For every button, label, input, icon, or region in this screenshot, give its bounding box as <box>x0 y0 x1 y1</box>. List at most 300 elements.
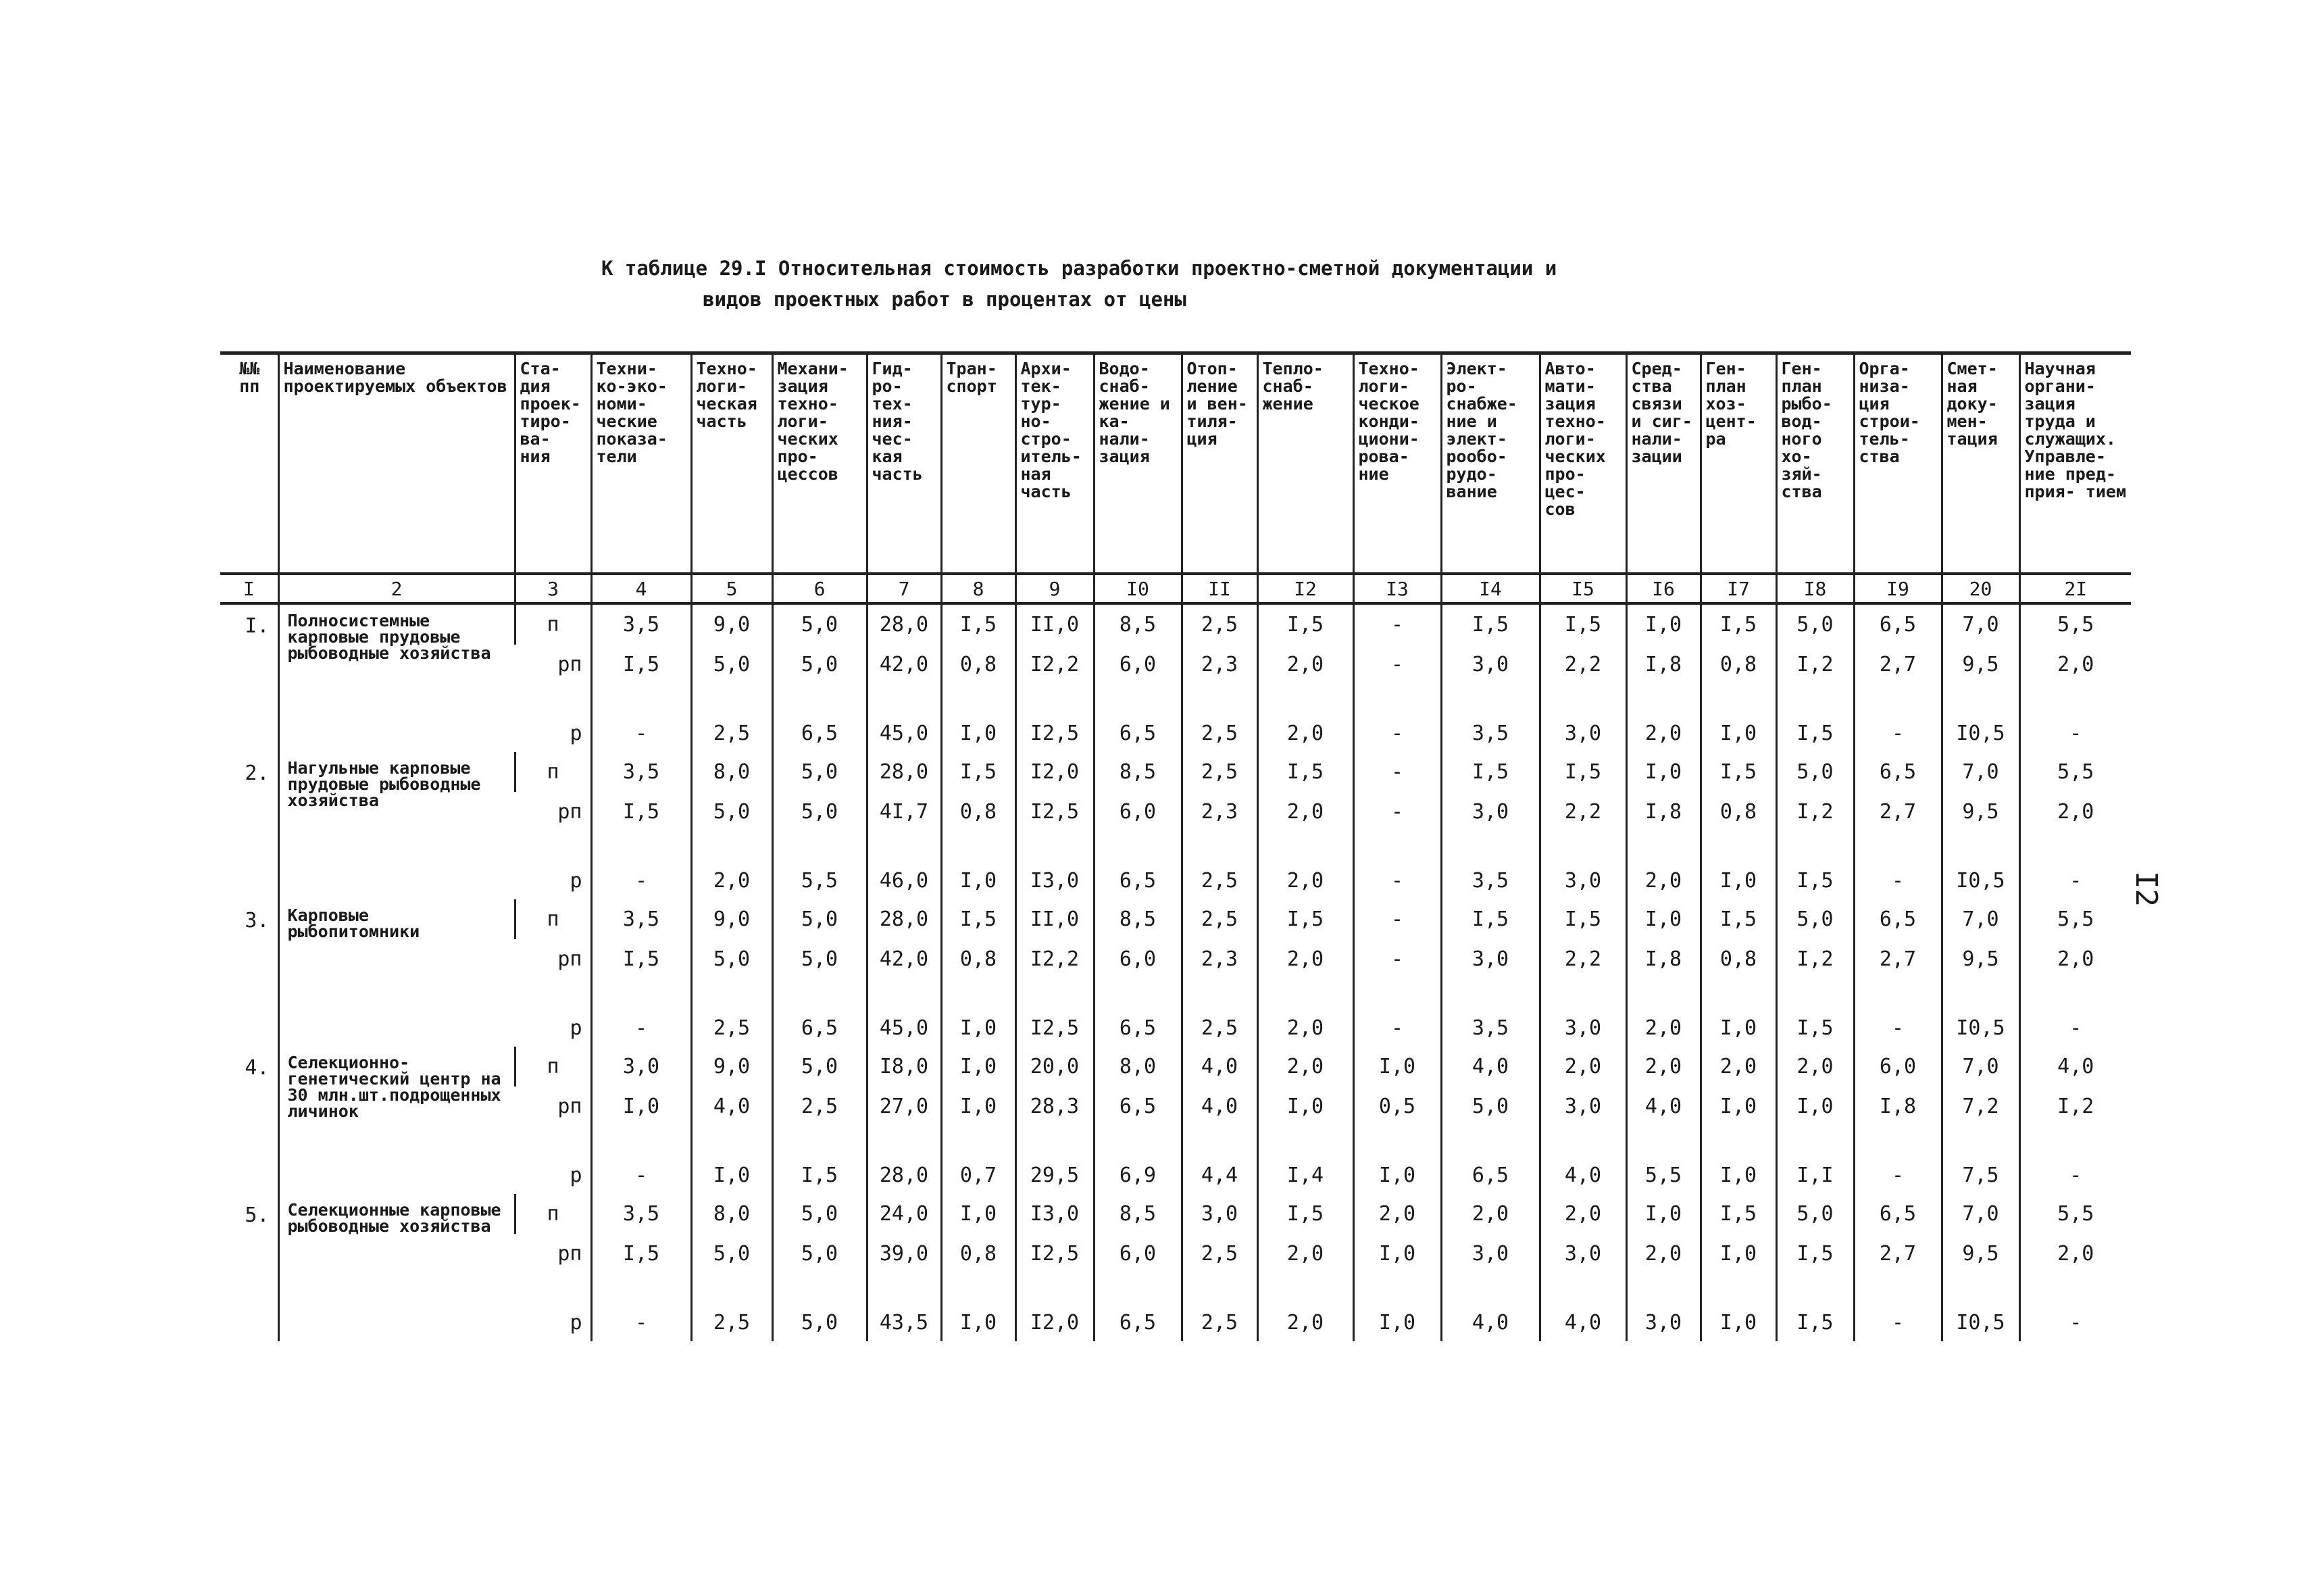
value-cell: I2,0 <box>1015 1274 1094 1341</box>
column-header: Орга- низа- ция строи- тель- ства <box>1854 353 1942 574</box>
value-cell: 7,0 <box>1942 1047 2019 1087</box>
value-cell: I,5 <box>591 645 691 684</box>
column-number: I2 <box>1257 574 1353 603</box>
value-cell: 5,5 <box>772 832 867 899</box>
value-cell: I,5 <box>1257 1194 1353 1234</box>
row-number: 2. <box>245 762 270 785</box>
value-cell: I2,5 <box>1015 792 1094 832</box>
value-cell: I,5 <box>1441 752 1540 792</box>
value-cell: - <box>1854 832 1942 899</box>
value-cell: 2,5 <box>1182 603 1257 645</box>
value-cell: 0,5 <box>1353 1087 1441 1126</box>
value-cell: I,5 <box>772 1126 867 1194</box>
column-header: Техно- логи- ческое конди- циони- рова- ние <box>1353 353 1441 574</box>
stage-cell: рп <box>557 653 582 676</box>
stage-cell: р <box>570 722 582 745</box>
value-cell: - <box>1854 1126 1942 1194</box>
stage-cell: рп <box>557 947 582 971</box>
column-number: 3 <box>515 574 591 603</box>
column-number: 7 <box>867 574 941 603</box>
value-cell: - <box>591 1274 691 1341</box>
value-cell: I,5 <box>1257 603 1353 645</box>
column-header: Авто- мати- зация техно- логи- ческих про- цес- сов <box>1540 353 1626 574</box>
value-cell: 2,2 <box>1540 645 1626 684</box>
value-cell: 3,5 <box>1441 684 1540 752</box>
value-cell: 5,5 <box>2019 603 2131 645</box>
value-cell: - <box>1854 1274 1942 1341</box>
value-cell: 5,0 <box>772 899 867 939</box>
value-cell: 2,0 <box>1626 979 1701 1047</box>
value-cell: 5,0 <box>1776 752 1854 792</box>
column-header: Тран- спорт <box>941 353 1015 574</box>
value-cell: 2,5 <box>691 979 772 1047</box>
value-cell: 5,0 <box>772 792 867 832</box>
value-cell: 5,0 <box>691 645 772 684</box>
column-header: Механи- зация техно- логи- ческих про- цессов <box>772 353 867 574</box>
value-cell: 2,0 <box>1540 1047 1626 1087</box>
value-cell: 2,5 <box>1182 979 1257 1047</box>
value-cell: - <box>2019 832 2131 899</box>
table-row <box>220 752 2131 792</box>
value-cell: 6,5 <box>1854 1194 1942 1234</box>
value-cell: I,0 <box>1776 1087 1854 1126</box>
value-cell: 5,0 <box>1776 603 1854 645</box>
value-cell: 2,5 <box>1182 752 1257 792</box>
value-cell: 42,0 <box>867 939 941 979</box>
value-cell: 7,5 <box>1942 1126 2019 1194</box>
value-cell: 2,7 <box>1854 645 1942 684</box>
value-cell: I,8 <box>1854 1087 1942 1126</box>
value-cell: I,2 <box>1776 939 1854 979</box>
value-cell: 2,7 <box>1854 939 1942 979</box>
value-cell: 8,5 <box>1094 899 1182 939</box>
value-cell: 2,5 <box>1182 899 1257 939</box>
value-cell: I,5 <box>941 899 1015 939</box>
value-cell: 6,0 <box>1094 1234 1182 1274</box>
value-cell: - <box>2019 1126 2131 1194</box>
value-cell: 2,0 <box>1257 939 1353 979</box>
column-number: I <box>220 574 278 603</box>
value-cell: 8,0 <box>1094 1047 1182 1087</box>
column-header: Научная органи- зация труда и служащих. Управле- ние пред- прия- тием <box>2019 353 2131 574</box>
value-cell: 5,0 <box>691 1234 772 1274</box>
value-cell: I2,2 <box>1015 645 1094 684</box>
stage-cell: рп <box>557 1242 582 1266</box>
value-cell: I,5 <box>941 752 1015 792</box>
value-cell: 9,5 <box>1942 1234 2019 1274</box>
column-header: №№ пп <box>220 353 278 574</box>
value-cell: I,0 <box>1701 1126 1776 1194</box>
value-cell: 6,0 <box>1854 1047 1942 1087</box>
value-cell: 0,8 <box>941 792 1015 832</box>
value-cell: I,0 <box>941 1047 1015 1087</box>
value-cell: I2,5 <box>1015 979 1094 1047</box>
page-number: I2 <box>2128 871 2163 907</box>
value-cell: 2,0 <box>1776 1047 1854 1087</box>
stage-cell: рп <box>557 1095 582 1118</box>
value-cell: 2,0 <box>1257 1047 1353 1087</box>
value-cell: 28,3 <box>1015 1087 1094 1126</box>
value-cell: 4,0 <box>2019 1047 2131 1087</box>
value-cell: 3,0 <box>1441 939 1540 979</box>
value-cell: 4,0 <box>1626 1087 1701 1126</box>
value-cell: 2,0 <box>1626 1234 1701 1274</box>
value-cell: 2,5 <box>1182 684 1257 752</box>
value-cell: 2,0 <box>1257 792 1353 832</box>
value-cell: 9,5 <box>1942 645 2019 684</box>
value-cell: 4,0 <box>1182 1047 1257 1087</box>
value-cell: 2,0 <box>2019 939 2131 979</box>
value-cell: 4,0 <box>1540 1126 1626 1194</box>
value-cell: 2,5 <box>1182 832 1257 899</box>
value-cell: I,2 <box>1776 645 1854 684</box>
value-cell: I,0 <box>1257 1087 1353 1126</box>
value-cell: I,8 <box>1626 792 1701 832</box>
value-cell: 2,5 <box>1182 1234 1257 1274</box>
column-number: 2I <box>2019 574 2131 603</box>
stage-cell: р <box>570 1311 582 1335</box>
value-cell: 5,5 <box>2019 899 2131 939</box>
value-cell: 6,0 <box>1094 645 1182 684</box>
value-cell: - <box>2019 684 2131 752</box>
value-cell: II,0 <box>1015 603 1094 645</box>
value-cell: I,5 <box>1257 899 1353 939</box>
header-row <box>220 353 2131 574</box>
value-cell: 2,3 <box>1182 792 1257 832</box>
table-caption <box>601 253 1557 315</box>
value-cell: 9,5 <box>1942 939 2019 979</box>
cost-table <box>220 351 2131 1341</box>
value-cell: I,5 <box>1441 603 1540 645</box>
value-cell: 3,0 <box>1441 1234 1540 1274</box>
value-cell: I,0 <box>941 979 1015 1047</box>
value-cell: 9,0 <box>691 1047 772 1087</box>
column-number: I5 <box>1540 574 1626 603</box>
value-cell: 6,0 <box>1094 939 1182 979</box>
stage-cell: р <box>570 869 582 893</box>
table-row <box>220 603 2131 645</box>
value-cell: I,5 <box>1701 752 1776 792</box>
value-cell: 28,0 <box>867 603 941 645</box>
value-cell: I0,5 <box>1942 979 2019 1047</box>
value-cell: 5,0 <box>1776 1194 1854 1234</box>
value-cell: I,0 <box>1701 1087 1776 1126</box>
value-cell: I,0 <box>1626 899 1701 939</box>
value-cell: 3,0 <box>1540 1087 1626 1126</box>
value-cell: 2,7 <box>1854 1234 1942 1274</box>
value-cell: 2,5 <box>1182 1274 1257 1341</box>
value-cell: 4,0 <box>1441 1274 1540 1341</box>
value-cell: 9,5 <box>1942 792 2019 832</box>
column-header: Архи- тек- тур- но- стро- итель- ная часть <box>1015 353 1094 574</box>
value-cell: 2,0 <box>1701 1047 1776 1087</box>
value-cell: I,0 <box>1701 1274 1776 1341</box>
value-cell: I8,0 <box>867 1047 941 1087</box>
value-cell: 45,0 <box>867 684 941 752</box>
value-cell: I,5 <box>1540 752 1626 792</box>
value-cell: 6,5 <box>1854 899 1942 939</box>
value-cell: 6,5 <box>772 979 867 1047</box>
value-cell: 2,0 <box>1257 684 1353 752</box>
value-cell: - <box>591 1126 691 1194</box>
value-cell: - <box>1353 939 1441 979</box>
column-number: 4 <box>591 574 691 603</box>
value-cell: 2,0 <box>1257 1234 1353 1274</box>
column-header: Сред- ства связи и сиг- нали- зации <box>1626 353 1701 574</box>
value-cell: 0,8 <box>1701 939 1776 979</box>
value-cell: 46,0 <box>867 832 941 899</box>
value-cell: 2,0 <box>1257 645 1353 684</box>
value-cell: I,0 <box>1353 1274 1441 1341</box>
value-cell: 0,8 <box>1701 792 1776 832</box>
value-cell: I,5 <box>1540 899 1626 939</box>
value-cell: I,0 <box>941 684 1015 752</box>
value-cell: I3,0 <box>1015 1194 1094 1234</box>
column-number: I8 <box>1776 574 1854 603</box>
column-header: Отоп- ление и вен- тиля- ция <box>1182 353 1257 574</box>
value-cell: I3,0 <box>1015 832 1094 899</box>
table-row <box>220 1047 2131 1087</box>
column-number: II <box>1182 574 1257 603</box>
value-cell: 3,0 <box>1441 645 1540 684</box>
value-cell: 3,0 <box>1441 792 1540 832</box>
value-cell: 2,5 <box>772 1087 867 1126</box>
value-cell: 2,0 <box>2019 645 2131 684</box>
value-cell: 8,5 <box>1094 1194 1182 1234</box>
value-cell: I,0 <box>1701 979 1776 1047</box>
value-cell: 3,0 <box>1540 979 1626 1047</box>
value-cell: I,0 <box>1626 603 1701 645</box>
value-cell: 7,0 <box>1942 752 2019 792</box>
column-header: Ген- план рыбо- вод- ного хо- зяй- ства <box>1776 353 1854 574</box>
value-cell: I,0 <box>591 1087 691 1126</box>
value-cell: I,0 <box>1701 832 1776 899</box>
value-cell: 5,0 <box>772 1274 867 1341</box>
column-header: Тепло- снаб- жение <box>1257 353 1353 574</box>
value-cell: 2,0 <box>1540 1194 1626 1234</box>
value-cell: 6,5 <box>1094 1087 1182 1126</box>
value-cell: 5,0 <box>772 1234 867 1274</box>
value-cell: 5,5 <box>2019 1194 2131 1234</box>
value-cell: I,5 <box>1441 899 1540 939</box>
value-cell: 4,4 <box>1182 1126 1257 1194</box>
value-cell: - <box>591 684 691 752</box>
value-cell: 6,5 <box>772 684 867 752</box>
stage-cell: п <box>515 1194 591 1234</box>
stage-cell: п <box>515 752 591 792</box>
column-number: 2 <box>278 574 515 603</box>
value-cell: 5,0 <box>772 603 867 645</box>
column-header: Ген- план хоз- цент- ра <box>1701 353 1776 574</box>
value-cell: 5,0 <box>691 939 772 979</box>
value-cell: 2,0 <box>1626 1047 1701 1087</box>
value-cell: 8,0 <box>691 752 772 792</box>
value-cell: I,8 <box>1626 645 1701 684</box>
value-cell: 4I,7 <box>867 792 941 832</box>
value-cell: 42,0 <box>867 645 941 684</box>
column-number: I0 <box>1094 574 1182 603</box>
value-cell: I,5 <box>1776 832 1854 899</box>
stage-cell: р <box>570 1164 582 1187</box>
value-cell: - <box>1353 684 1441 752</box>
value-cell: 2,7 <box>1854 792 1942 832</box>
value-cell: I,5 <box>1701 899 1776 939</box>
column-header: Техни- ко-эко- номи- ческие показа- тели <box>591 353 691 574</box>
value-cell: 5,5 <box>1626 1126 1701 1194</box>
table-row <box>220 899 2131 939</box>
value-cell: I,5 <box>1701 1194 1776 1234</box>
value-cell: 7,0 <box>1942 899 2019 939</box>
value-cell: - <box>591 979 691 1047</box>
value-cell: 2,0 <box>1353 1194 1441 1234</box>
value-cell: I,0 <box>941 1274 1015 1341</box>
value-cell: 6,5 <box>1094 684 1182 752</box>
column-number: 20 <box>1942 574 2019 603</box>
value-cell: I,0 <box>1626 1194 1701 1234</box>
value-cell: 28,0 <box>867 899 941 939</box>
value-cell: 6,5 <box>1854 603 1942 645</box>
value-cell: 0,7 <box>941 1126 1015 1194</box>
column-number: 9 <box>1015 574 1094 603</box>
value-cell: - <box>1353 645 1441 684</box>
stage-cell: рп <box>557 800 582 824</box>
value-cell: - <box>2019 979 2131 1047</box>
value-cell: 2,5 <box>691 1274 772 1341</box>
value-cell: 6,9 <box>1094 1126 1182 1194</box>
value-cell: I2,0 <box>1015 752 1094 792</box>
value-cell: - <box>1353 832 1441 899</box>
value-cell: 7,0 <box>1942 1194 2019 1234</box>
value-cell: 2,0 <box>2019 1234 2131 1274</box>
value-cell: 3,5 <box>591 752 691 792</box>
value-cell: 2,0 <box>1626 684 1701 752</box>
value-cell: - <box>2019 1274 2131 1341</box>
value-cell: 5,5 <box>2019 752 2131 792</box>
value-cell: 45,0 <box>867 979 941 1047</box>
caption-line-2: видов проектных работ в процентах от цены <box>703 288 1186 311</box>
value-cell: I,2 <box>2019 1087 2131 1126</box>
row-number: I. <box>245 614 270 638</box>
value-cell: 5,0 <box>772 1194 867 1234</box>
table-row <box>220 1194 2131 1234</box>
value-cell: I,5 <box>1257 752 1353 792</box>
column-number: 8 <box>941 574 1015 603</box>
value-cell: I,0 <box>1353 1047 1441 1087</box>
value-cell: 2,0 <box>1257 1274 1353 1341</box>
value-cell: - <box>1854 684 1942 752</box>
value-cell: - <box>1353 603 1441 645</box>
value-cell: 3,0 <box>1626 1274 1701 1341</box>
value-cell: 4,0 <box>1441 1047 1540 1087</box>
value-cell: 9,0 <box>691 899 772 939</box>
value-cell: I0,5 <box>1942 1274 2019 1341</box>
value-cell: I,8 <box>1626 939 1701 979</box>
value-cell: 5,0 <box>772 939 867 979</box>
value-cell: 20,0 <box>1015 1047 1094 1087</box>
column-numbers-row <box>220 574 2131 603</box>
value-cell: 9,0 <box>691 603 772 645</box>
value-cell: 5,0 <box>772 1047 867 1087</box>
caption-line-1: К таблице 29.I Относительная стоимость разработки проектно-сметной документации и <box>601 257 1557 280</box>
value-cell: 8,0 <box>691 1194 772 1234</box>
row-number: 3. <box>245 909 270 932</box>
value-cell: - <box>1854 979 1942 1047</box>
object-name: Селекционные карповые рыбоводные хозяйства <box>278 1194 515 1341</box>
value-cell: I,0 <box>1701 684 1776 752</box>
value-cell: 39,0 <box>867 1234 941 1274</box>
column-number: I6 <box>1626 574 1701 603</box>
column-number: 5 <box>691 574 772 603</box>
value-cell: I0,5 <box>1942 832 2019 899</box>
value-cell: 6,5 <box>1094 979 1182 1047</box>
object-name: Нагульные карповые прудовые рыбоводные хозяйства <box>278 752 515 899</box>
column-header: Элект- ро- снабже- ние и элект- рообо- рудо- вание <box>1441 353 1540 574</box>
value-cell: I,5 <box>1540 603 1626 645</box>
value-cell: 0,8 <box>941 1234 1015 1274</box>
value-cell: I,5 <box>1776 684 1854 752</box>
value-cell: 0,8 <box>941 939 1015 979</box>
value-cell: I,5 <box>1776 979 1854 1047</box>
value-cell: 2,2 <box>1540 792 1626 832</box>
value-cell: 3,0 <box>1540 832 1626 899</box>
value-cell: 2,0 <box>1441 1194 1540 1234</box>
table-body <box>220 603 2131 1341</box>
value-cell: I0,5 <box>1942 684 2019 752</box>
column-header: Наименование проектируемых объектов <box>278 353 515 574</box>
value-cell: I,5 <box>941 603 1015 645</box>
value-cell: 4,0 <box>1540 1274 1626 1341</box>
row-number: 5. <box>245 1203 270 1227</box>
value-cell: 3,5 <box>591 1194 691 1234</box>
value-cell: 6,5 <box>1441 1126 1540 1194</box>
value-cell: 2,0 <box>1257 832 1353 899</box>
value-cell: 28,0 <box>867 752 941 792</box>
value-cell: - <box>1353 979 1441 1047</box>
value-cell: I,0 <box>1353 1126 1441 1194</box>
value-cell: I,0 <box>1626 752 1701 792</box>
column-header: Смет- ная доку- мен- тация <box>1942 353 2019 574</box>
value-cell: II,0 <box>1015 899 1094 939</box>
value-cell: 2,0 <box>1626 832 1701 899</box>
value-cell: I,0 <box>941 832 1015 899</box>
stage-cell: п <box>515 899 591 939</box>
value-cell: I,0 <box>691 1126 772 1194</box>
column-number: 6 <box>772 574 867 603</box>
object-name: Полносистемные карповые прудовые рыбоводные хозяйства <box>278 603 515 752</box>
value-cell: I,5 <box>591 939 691 979</box>
stage-cell: п <box>515 603 591 645</box>
value-cell: 5,0 <box>772 752 867 792</box>
value-cell: 4,0 <box>1182 1087 1257 1126</box>
object-name: Селекционно-генетический центр на 30 млн.шт.подрощенных личинок <box>278 1047 515 1194</box>
value-cell: 28,0 <box>867 1126 941 1194</box>
row-number: 4. <box>245 1056 270 1080</box>
column-header: Техно- логи- ческая часть <box>691 353 772 574</box>
value-cell: I,5 <box>1776 1234 1854 1274</box>
value-cell: 5,0 <box>1776 899 1854 939</box>
value-cell: I,5 <box>1776 1274 1854 1341</box>
value-cell: - <box>1353 792 1441 832</box>
column-number: I9 <box>1854 574 1942 603</box>
column-header: Гид- ро- тех- ния- чес- кая часть <box>867 353 941 574</box>
value-cell: I,0 <box>1701 1234 1776 1274</box>
value-cell: 3,0 <box>591 1047 691 1087</box>
value-cell: 6,5 <box>1094 832 1182 899</box>
value-cell: I2,5 <box>1015 1234 1094 1274</box>
object-name: Карповые рыбопитомники <box>278 899 515 1047</box>
value-cell: 27,0 <box>867 1087 941 1126</box>
value-cell: 8,5 <box>1094 752 1182 792</box>
